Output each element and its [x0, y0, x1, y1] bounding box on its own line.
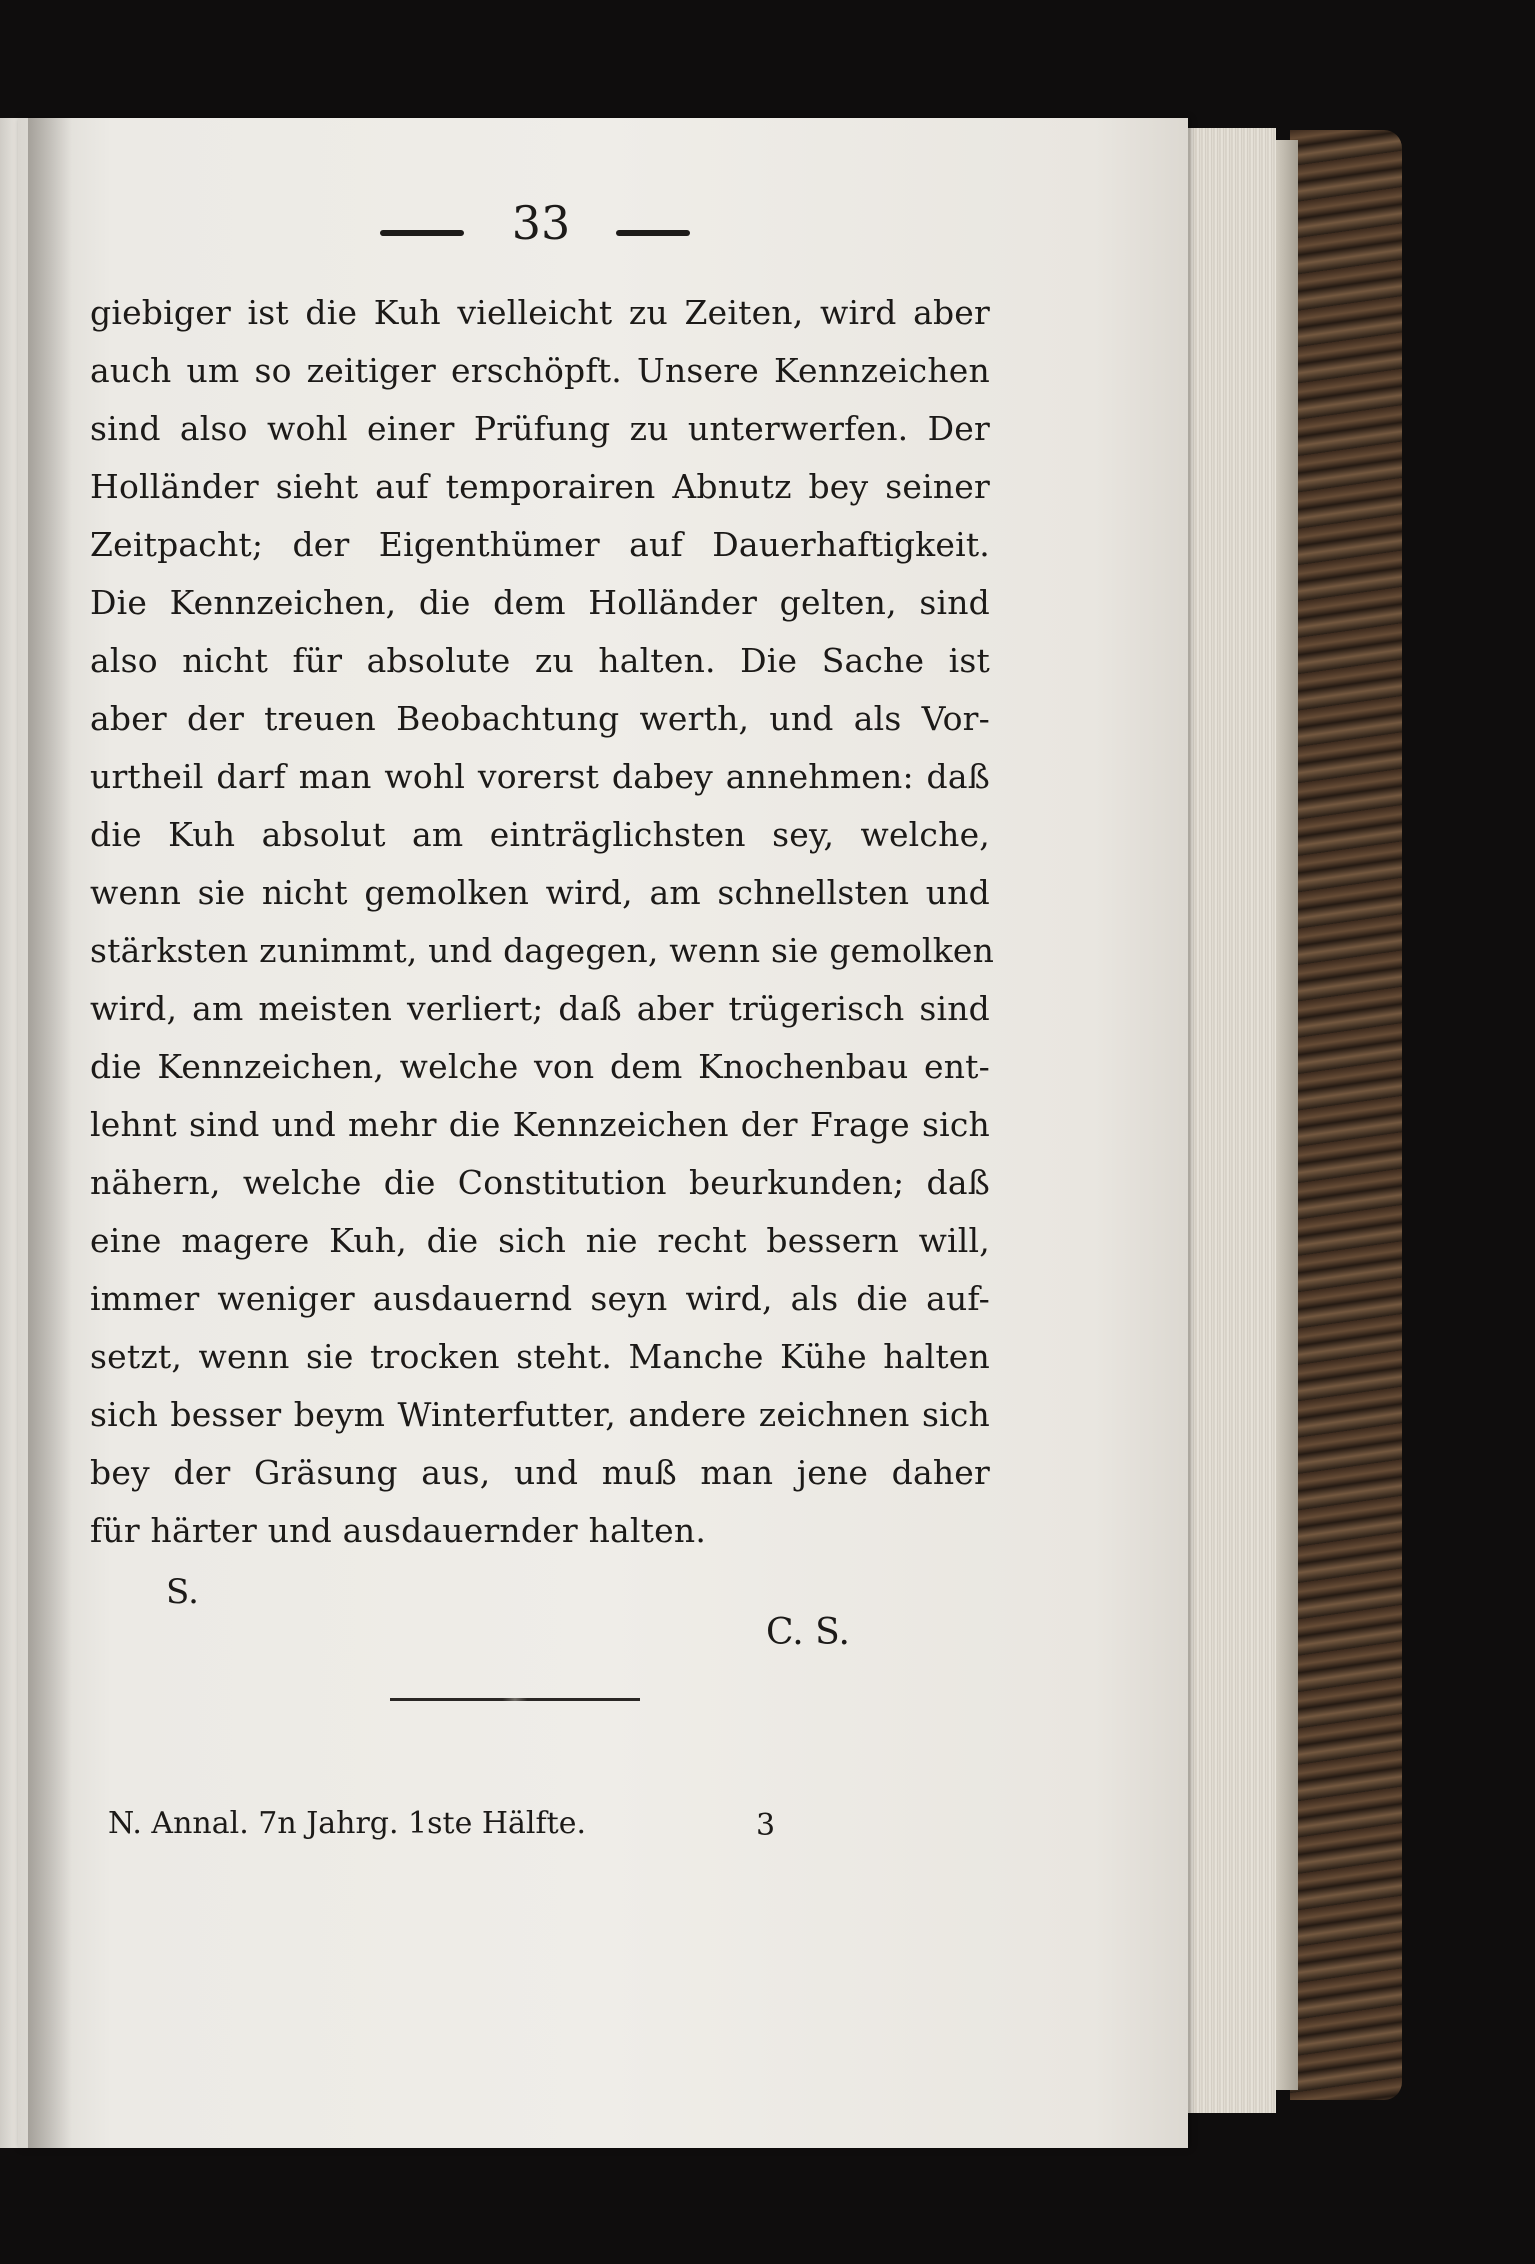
text-line: also nicht für absolute zu halten. Die Sache ist — [90, 641, 990, 680]
text-line: sich besser beym Winterfutter, andere zeichnen sich — [90, 1395, 990, 1434]
text-line: bey der Gräsung aus, und muß man jene daher — [90, 1453, 990, 1492]
text-line: aber der treuen Beobachtung werth, und als Vor- — [90, 699, 990, 738]
text-line: sind also wohl einer Prüfung zu unterwerfen. Der — [90, 409, 990, 448]
text-line: immer weniger ausdauernd seyn wird, als die auf- — [90, 1279, 990, 1318]
text-line: Die Kennzeichen, die dem Holländer gelten, sind — [90, 583, 990, 622]
text-line: für härter und ausdauernder halten. — [90, 1511, 707, 1550]
book-cover — [1290, 130, 1402, 2100]
text-line: nähern, welche die Constitution beurkunden; daß — [90, 1163, 990, 1202]
header-dash-left — [380, 230, 464, 236]
footer-sheet-number: 3 — [756, 1808, 776, 1843]
text-line: lehnt sind und mehr die Kennzeichen der Frage sich — [90, 1105, 990, 1144]
signature-right: C. S. — [766, 1612, 850, 1653]
body-text — [90, 284, 995, 1560]
text-line: stärksten zunimmt, und dagegen, wenn sie gemolken — [90, 931, 995, 970]
text-line: giebiger ist die Kuh vielleicht zu Zeiten, wird aber — [90, 293, 990, 332]
text-line: eine magere Kuh, die sich nie recht bessern will, — [90, 1221, 990, 1260]
section-rule — [390, 1698, 640, 1701]
text-line: setzt, wenn sie trocken steht. Manche Kühe halten — [90, 1337, 990, 1376]
header-dash-right — [616, 230, 690, 236]
signature-left: S. — [166, 1572, 199, 1612]
text-line: die Kennzeichen, welche von dem Knochenbau ent- — [90, 1047, 990, 1086]
text-line: urtheil darf man wohl vorerst dabey annehmen: daß — [90, 757, 990, 796]
page-number: 33 — [511, 196, 571, 250]
book-page — [18, 118, 1188, 2148]
gutter-shadow — [28, 118, 72, 2148]
text-line: die Kuh absolut am einträglichsten sey, welche, — [90, 815, 990, 854]
text-line: auch um so zeitiger erschöpft. Unsere Kennzeichen — [90, 351, 990, 390]
text-line: wird, am meisten verliert; daß aber trügerisch sind — [90, 989, 990, 1028]
footer-signature-mark: N. Annal. 7n Jahrg. 1ste Hälfte. — [108, 1806, 586, 1841]
text-line: Holländer sieht auf temporairen Abnutz bey seiner — [90, 467, 990, 506]
text-line: Zeitpacht; der Eigenthümer auf Dauerhaftigkeit. — [90, 525, 990, 564]
text-line: wenn sie nicht gemolken wird, am schnellsten und — [90, 873, 990, 912]
